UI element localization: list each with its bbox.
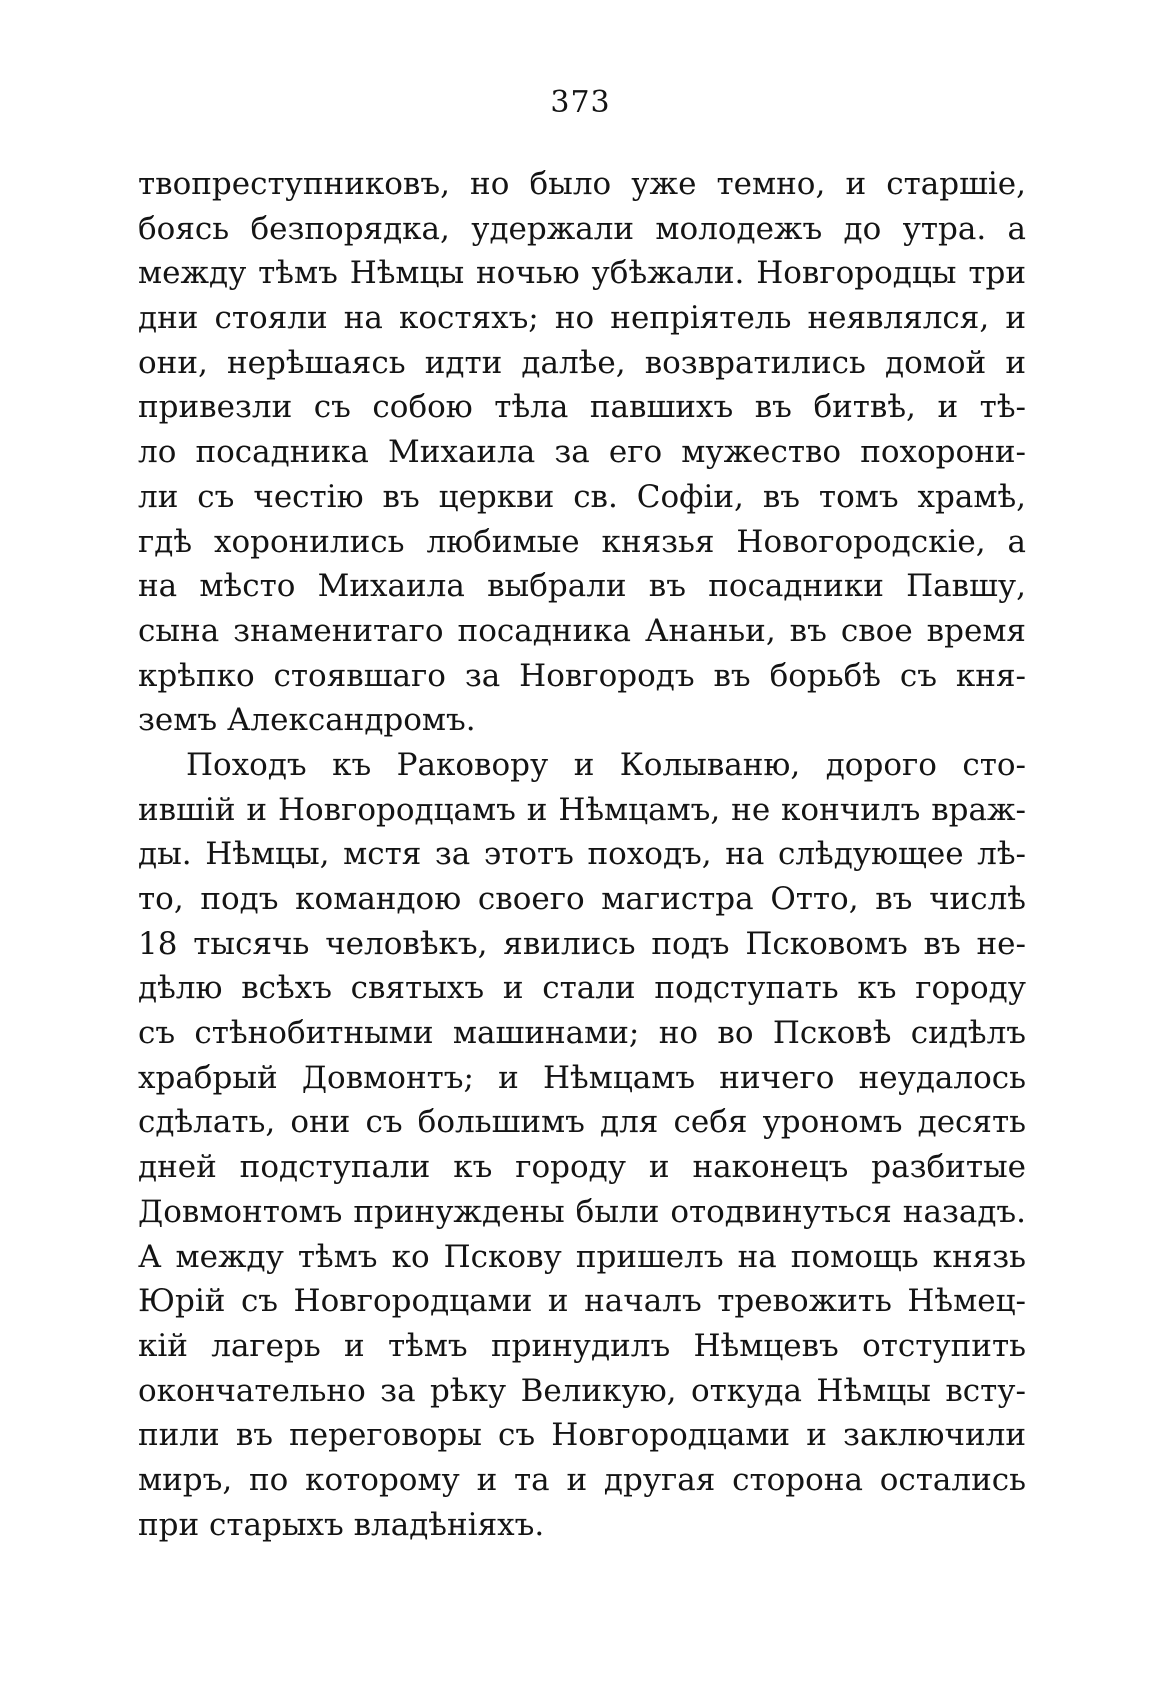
text-line: при старыхъ владѣніяхъ. [138,1506,545,1543]
text-line: то, подъ командою своего магистра Отто, въ числѣ [138,881,1026,917]
text-line: съ стѣнобитными машинами; но во Псковѣ сидѣлъ [138,1015,1026,1052]
text-line: твопреступниковъ, но было уже темно, и старшіе, [138,166,1026,202]
text-line: миръ, по которому и та и другая сторона остались [138,1461,1026,1498]
text-line: дней подступали къ городу и наконецъ разбитые [138,1149,1026,1186]
text-line: привезли съ собою тѣла павшихъ въ битвѣ, и тѣ- [138,389,1026,426]
text-line: крѣпко стоявшаго за Новгородъ въ борьбѣ съ кня- [138,657,1026,694]
text-line: Походъ къ Раковору и Колываню, дорого сто- [186,746,1026,783]
text-line: боясь безпорядка, удержали молодежъ до утра. а [138,210,1026,247]
text-line: между тѣмъ Нѣмцы ночью убѣжали. Новгородцы три [138,255,1026,292]
text-line: они, нерѣшаясь идти далѣе, возвратились домой и [138,344,1026,381]
page-number: 373 [550,85,611,120]
text-line: храбрый Довмонтъ; и Нѣмцамъ ничего неудалось [138,1059,1026,1096]
text-line: ли съ честію въ церкви св. Софіи, въ томъ храмѣ, [138,478,1026,515]
body-text [138,162,1026,1547]
text-line: земъ Александромъ. [138,702,476,739]
text-line: Юрій съ Новгородцами и началъ тревожить Нѣмец- [138,1283,1026,1320]
text-line: А между тѣмъ ко Пскову пришелъ на помощь князь [138,1238,1026,1275]
text-line: дни стояли на костяхъ; но непріятель неявлялся, и [138,300,1026,337]
text-line: ло посадника Михаила за его мужество похорони- [138,434,1026,471]
text-line: ды. Нѣмцы, мстя за этотъ походъ, на слѣдующее лѣ- [138,836,1026,873]
text-line: дѣлю всѣхъ святыхъ и стали подступать къ городу [138,970,1026,1007]
text-line: Довмонтомъ принуждены были отодвинуться назадъ. [138,1193,1026,1230]
text-line: сына знаменитаго посадника Ананьи, въ свое время [138,612,1026,649]
text-line: на мѣсто Михаила выбрали въ посадники Павшу, [138,568,1026,605]
text-line: окончательно за рѣку Великую, откуда Нѣмцы всту- [138,1372,1026,1409]
text-line: ившій и Новгородцамъ и Нѣмцамъ, не кончилъ враж- [138,791,1026,828]
text-line: 18 тысячь человѣкъ, явились подъ Псковомъ въ не- [138,925,1026,962]
text-line: сдѣлать, они съ большимъ для себя урономъ десять [138,1104,1026,1141]
text-line: кій лагерь и тѣмъ принудилъ Нѣмцевъ отступить [138,1327,1026,1364]
text-line: пили въ переговоры съ Новгородцами и заключили [138,1417,1026,1454]
text-line: гдѣ хоронились любимые князья Новогородскіе, а [138,523,1026,560]
paragraph [138,162,1026,743]
paragraph [138,743,1026,1547]
